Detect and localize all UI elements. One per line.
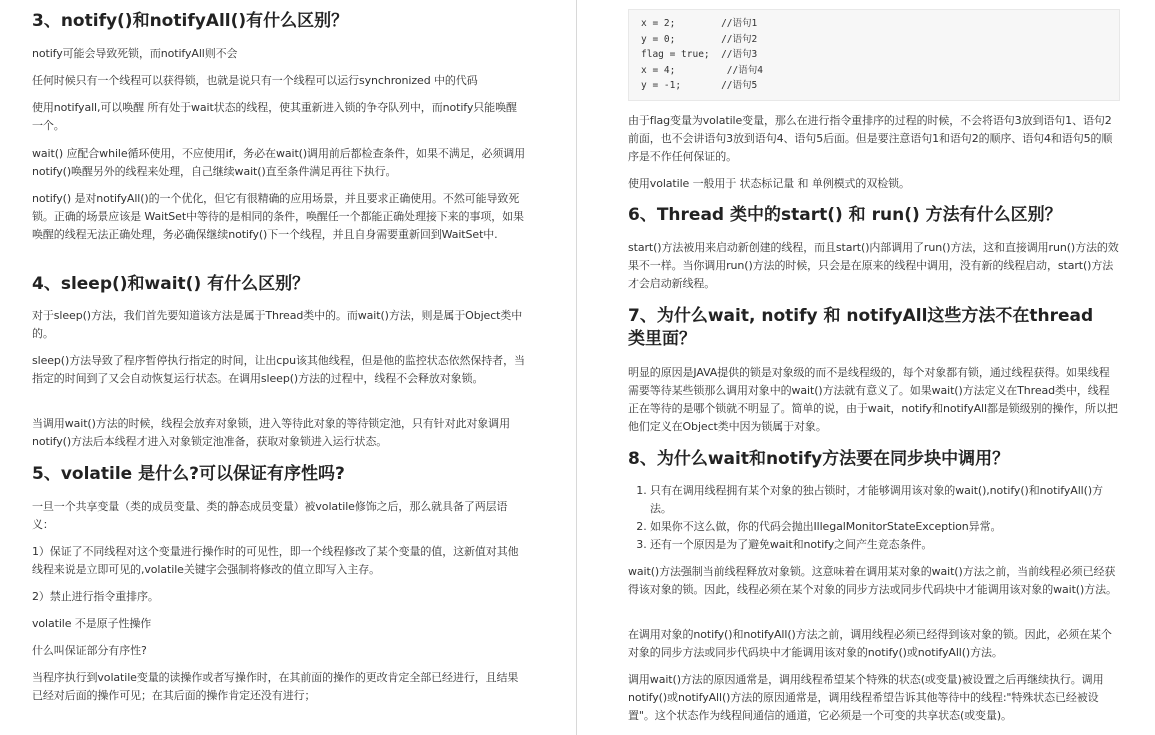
s3-paragraph-3: 使用notifyall,可以唤醒 所有处于wait状态的线程，使其重新进入锁的争夺队列中，而notify只能唤醒一个。	[32, 101, 517, 132]
section-8-title: 8、为什么wait和notify方法要在同步块中调用？	[628, 449, 1010, 469]
section-7-title: 7、为什么wait, notify 和 notifyAll这些方法不在thread类里面？	[628, 306, 1094, 349]
s4-paragraph-1: 对于sleep()方法，我们首先要知道该方法是属于Thread类中的。而wait()方法，则是属于Object类中的。	[32, 309, 523, 340]
r-paragraph-2: 使用volatile 一般用于 状态标记量 和 单例模式的双检锁。	[628, 177, 910, 190]
s3-paragraph-4: wait() 应配合while循环使用，不应使用if，务必在wait()调用前后都检查条件，如果不满足，必须调用notify()唤醒另外的线程来处理，自己继续wait()直至条件满足再往下执行。	[32, 147, 526, 178]
list-item: 2. 如果你不这么做，你的代码会抛出IllegalMonitorStateException异常。	[650, 518, 1120, 536]
section-4-title: 4、sleep()和wait() 有什么区别？	[32, 274, 310, 294]
s4-paragraph-3: 当调用wait()方法的时候，线程会放弃对象锁，进入等待此对象的等待锁定池，只有针对此对象调用notify()方法后本线程才进入对象锁定池准备，获取对象锁进入运行状态。	[32, 417, 510, 448]
list-item: 1. 只有在调用线程拥有某个对象的独占锁时，才能够调用该对象的wait(),notify()和notifyAll()方法。	[650, 482, 1120, 518]
code-block: x = 2; //语句1 y = 0; //语句2 flag = true; //语句3 x = 4; //语句4 y = -1; //语句5	[628, 9, 1120, 101]
section-6-title: 6、Thread 类中的start() 和 run() 方法有什么区别？	[628, 205, 1062, 225]
s5-paragraph-5: 什么叫保证部分有序性?	[32, 644, 147, 657]
s3-paragraph-2: 任何时候只有一个线程可以获得锁，也就是说只有一个线程可以运行synchronized 中的代码	[32, 74, 478, 87]
r-paragraph-1: 由于flag变量为volatile变量，那么在进行指令重排序的过程的时候，不会将语句3放到语句1、语句2前面，也不会讲语句3放到语句4、语句5后面。但是要注意语句1和语句2的顺序、语句4和语句5的顺序是不作任何保证的。	[628, 114, 1113, 163]
list-item: 3. 还有一个原因是为了避免wait和notify之间产生竞态条件。	[650, 536, 1120, 554]
s5-paragraph-3: 2）禁止进行指令重排序。	[32, 590, 159, 603]
section-3-title: 3、notify()和notifyAll()有什么区别？	[32, 11, 349, 31]
s8-paragraph-1: wait()方法强制当前线程释放对象锁。这意味着在调用某对象的wait()方法之前，当前线程必须已经获得该对象的锁。因此，线程必须在某个对象的同步方法或同步代码块中才能调用该对象的wait()方法。	[628, 565, 1117, 596]
section-5-title: 5、volatile 是什么?可以保证有序性吗?	[32, 464, 345, 484]
s3-paragraph-1: notify可能会导致死锁，而notifyAll则不会	[32, 47, 238, 60]
s5-paragraph-4: volatile 不是原子性操作	[32, 617, 152, 630]
s5-paragraph-2: 1）保证了不同线程对这个变量进行操作时的可见性，即一个线程修改了某个变量的值，这新值对其他线程来说是立即可见的,volatile关键字会强制将修改的值立即写入主存。	[32, 545, 519, 576]
s8-paragraph-2: 在调用对象的notify()和notifyAll()方法之前，调用线程必须已经得到该对象的锁。因此，必须在某个对象的同步方法或同步代码块中才能调用该对象的notify()或notifyAll()方法。	[628, 628, 1112, 659]
s4-paragraph-2: sleep()方法导致了程序暂停执行指定的时间，让出cpu该其他线程，但是他的监控状态依然保持者，当指定的时间到了又会自动恢复运行状态。在调用sleep()方法的过程中，线程不会释放对象锁。	[32, 354, 525, 385]
column-divider	[576, 0, 577, 735]
s5-paragraph-1: 一旦一个共享变量（类的成员变量、类的静态成员变量）被volatile修饰之后，那么就具备了两层语义：	[32, 500, 508, 531]
s8-paragraph-3: 调用wait()方法的原因通常是，调用线程希望某个特殊的状态(或变量)被设置之后再继续执行。调用notify()或notifyAll()方法的原因通常是，调用线程希望告诉其他等待中的线程:"特殊状态已经被设置"。这个状态作为线程间通信的通道，它必须是一个可变的共享状态(或变量)。	[628, 673, 1104, 722]
s7-paragraph-1: 明显的原因是JAVA提供的锁是对象级的而不是线程级的，每个对象都有锁，通过线程获得。如果线程需要等待某些锁那么调用对象中的wait()方法就有意义了。如果wait()方法定义在Thread类中，线程正在等待的是哪个锁就不明显了。简单的说，由于wait，notify和notifyAll都是锁级别的操作，所以把他们定义在Object类中因为锁属于对象。	[628, 366, 1118, 433]
s8-list	[628, 482, 1120, 554]
s3-paragraph-5: notify() 是对notifyAll()的一个优化，但它有很精确的应用场景，并且要求正确使用。不然可能导致死锁。正确的场景应该是 WaitSet中等待的是相同的条件，唤醒任一个都能正确处理接下来的事项，如果唤醒的线程无法正确处理，务必确保继续notify()下一个线程，并且自身需要重新回到WaitSet中.	[32, 192, 524, 241]
s6-paragraph-1: start()方法被用来启动新创建的线程，而且start()内部调用了run()方法，这和直接调用run()方法的效果不一样。当你调用run()方法的时候，只会是在原来的线程中调用，没有新的线程启动，start()方法才会启动新线程。	[628, 241, 1119, 290]
s5-paragraph-6: 当程序执行到volatile变量的读操作或者写操作时，在其前面的操作的更改肯定全部已经进行，且结果已经对后面的操作可见；在其后面的操作肯定还没有进行；	[32, 671, 519, 702]
